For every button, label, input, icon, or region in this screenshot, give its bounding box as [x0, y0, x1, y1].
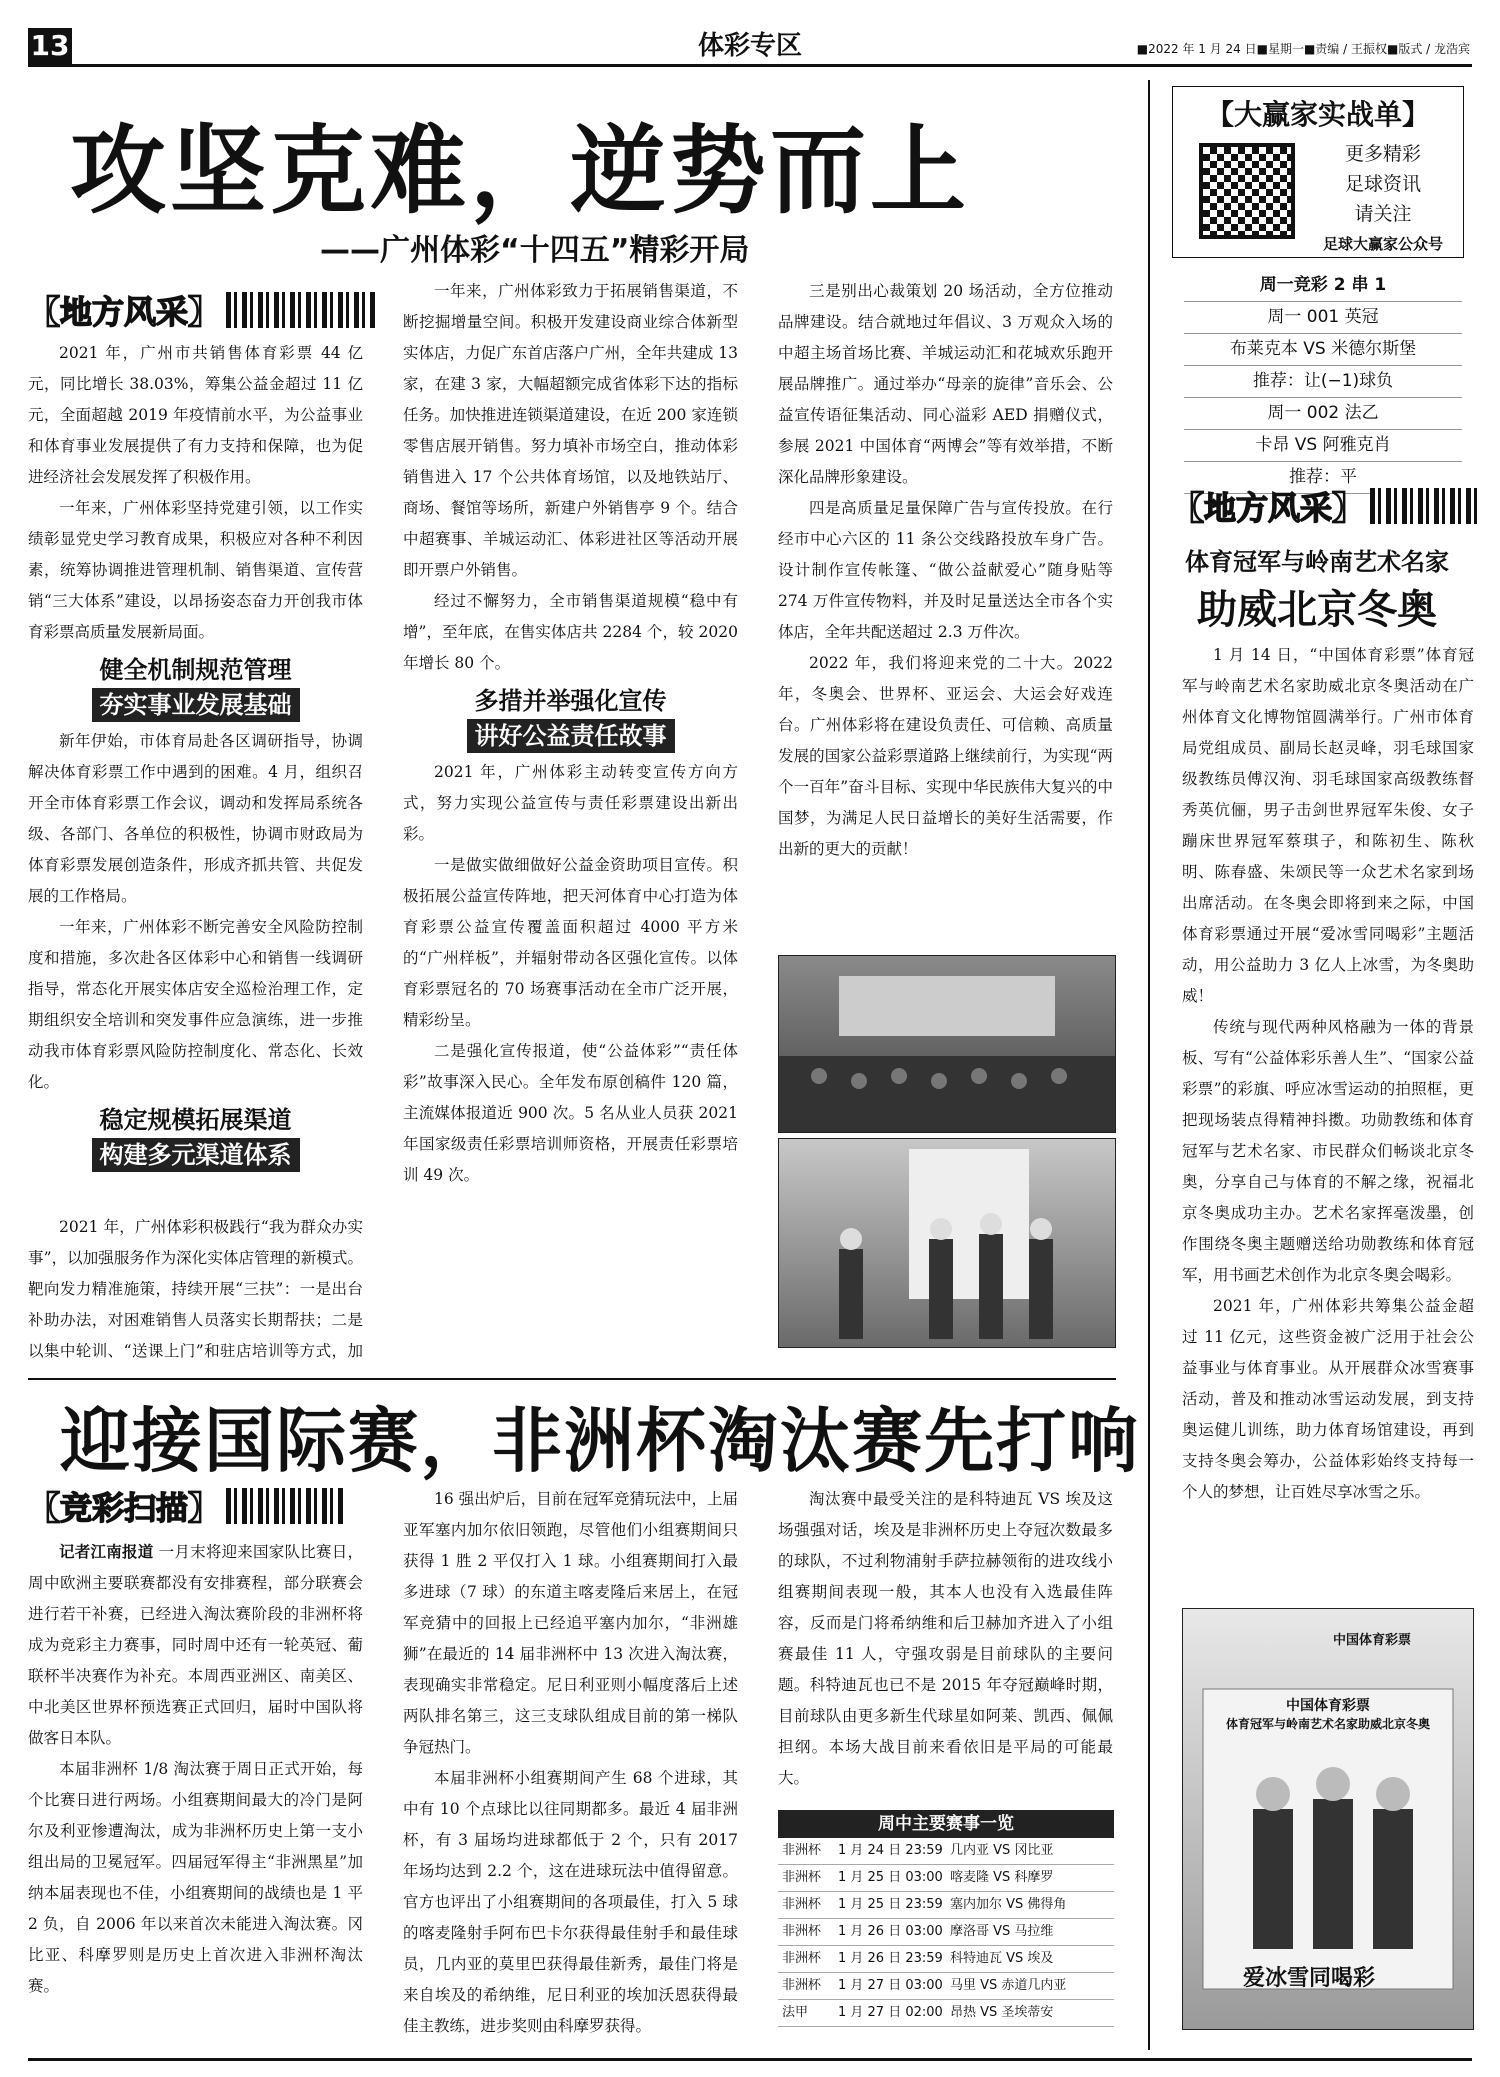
header-rule — [28, 64, 1472, 67]
section-title: 体彩专区 — [697, 31, 802, 61]
subheading-line1: 健全机制规范管理 — [99, 656, 292, 684]
league: 法甲 — [782, 2005, 809, 2020]
lottery-row: 推荐：平 — [1184, 462, 1462, 494]
article1-col1-bottom — [28, 1212, 363, 1372]
lottery-row: 周一竞彩 2 串 1 — [1184, 270, 1462, 302]
subheading-line2: 构建多元渠道体系 — [92, 1138, 300, 1172]
lottery-row: 推荐：让(−1)球负 — [1184, 366, 1462, 398]
qr-code-icon[interactable] — [1199, 143, 1295, 239]
match: 科特迪瓦 VS 埃及 — [950, 1951, 1054, 1966]
photo-sign-board1: 中国体育彩票 — [1286, 1698, 1370, 1714]
section-tag — [28, 288, 376, 332]
table-row — [778, 1865, 1114, 1892]
league: 非洲杯 — [782, 1870, 822, 1885]
issue-info: ■2022 年 1 月 24 日■星期一■责编 / 王振权■版式 / 龙浩宾 — [1136, 42, 1470, 56]
schedule-table — [778, 1810, 1114, 2027]
lottery-row: 卡昂 VS 阿雅克肖 — [1184, 430, 1462, 462]
paragraph: 四是高质量足量保障广告与宣传投放。在行经市中心六区的 11 条公交线路投放车身广告。设计制作宣传帐篷、“做公益献爱心”随身贴等 274 万件宣传物料，并及时足量送达全市各个实体店，全年共配送超过 2.3 万件次。 — [778, 499, 1113, 641]
table-row — [778, 1946, 1114, 1973]
photo-sign-board2: 体育冠军与岭南艺术名家助威北京冬奥 — [1225, 1717, 1430, 1731]
page-number: 13 — [28, 28, 72, 64]
article2-col1 — [28, 1536, 363, 2048]
paragraph: 1 月 14 日，“中国体育彩票”体育冠军与岭南艺术名家助威北京冬奥活动在广州体育文化博物馆圆满举行。广州市体育局党组成员、副局长赵灵峰，羽毛球国家级教练员傅汉洵、羽毛球国家高级教练督秀英伉俪，男子击剑世界冠军朱俊、女子蹦床世界冠军蔡琪子，和陈初生、陈秋明、陈春盛、朱颂民等一众艺术名家到场出席活动。在冬奥会即将到来之际，中国体育彩票通过开展“爱冰雪同喝彩”主题活动，用公益助力 3 亿人上冰雪，为冬奥助威！ — [1182, 646, 1474, 1005]
time: 1 月 27 日 02:00 — [838, 2005, 943, 2020]
photo-sign-brand: 中国体育彩票 — [1333, 1633, 1412, 1648]
paragraph: 经过不懈努力，全市销售渠道规模“稳中有增”，至年底，在售实体店共 2284 个，较 2020 年增长 80 个。 — [403, 592, 738, 672]
time: 1 月 25 日 03:00 — [838, 1870, 943, 1885]
paragraph: 传统与现代两种风格融为一体的背景板、写有“公益体彩乐善人生”、“国家公益彩票”的彩旗、呼应冰雪运动的拍照框，更把现场装点得精神抖擞。功勋教练和体育冠军与艺术名家、市民群众们畅谈北京冬奥，分享自己与体育的不解之缘，祝福北京冬奥成功主办。艺术名家挥毫泼墨，创作围绕冬奥主题赠送给功勋教练和体育冠军，用书画艺术创作为北京冬奥会喝彩。 — [1182, 1018, 1474, 1284]
tag-text: 【竞彩扫描】 — [28, 1489, 221, 1527]
barcode-decoration — [226, 292, 376, 328]
paragraph-text: 一月末将迎来国家队比赛日，周中欧洲主要联赛都没有安排赛程，部分联赛会进行若干补赛，已经进入淘汰赛阶段的非洲杯将成为竞彩主力赛事，同时周中还有一轮英冠、葡联杯半决赛作为补充。本周西亚洲区、南美区、中北美区世界杯预选赛正式回归，届时中国队将做客日本队。 — [28, 1543, 363, 1747]
event-photo-art — [779, 1139, 1115, 1347]
article1-col3 — [778, 276, 1113, 946]
league: 非洲杯 — [782, 1843, 822, 1858]
tag-text: 【地方风采】 — [28, 293, 221, 331]
table-row — [778, 1919, 1114, 1946]
subheading — [403, 683, 738, 755]
subheading — [28, 1102, 363, 1174]
subheading — [28, 652, 363, 724]
match: 昂热 VS 圣埃蒂安 — [950, 2005, 1054, 2020]
time: 1 月 24 日 23:59 — [838, 1843, 943, 1858]
league: 非洲杯 — [782, 1978, 822, 1993]
time: 1 月 26 日 23:59 — [838, 1951, 943, 1966]
schedule-title: 周中主要赛事一览 — [778, 1810, 1114, 1838]
paragraph: 一是做实做细做好公益金资助项目宣传。积极拓展公益宣传阵地，把天河体育中心打造为体育彩票公益宣传覆盖面积超过 4000 平方米的“广州样板”，并辐射带动各区强化宣传。以体育彩票冠名的 70 场赛事活动在全市广泛开展，精彩纷呈。 — [403, 856, 738, 1029]
paragraph: 16 强出炉后，目前在冠军竞猜玩法中，上届亚军塞内加尔依旧领跑，尽管他们小组赛期间只获得 1 胜 2 平仅打入 1 球。小组赛期间打入最多进球（7 球）的东道主喀麦隆后来居上，在冠军竞猜中的回报上已经追平塞内加尔，“非洲雄狮”在最近的 14 届非洲杯中 13 次进入淘汰赛，表现确实非常稳定。尼日利亚则小幅度落后上述两队排名第三，这三支球队组成目前的第一梯队争冠热门。 — [403, 1490, 738, 1756]
winter-olympics-photo — [1182, 1608, 1474, 2030]
qr-line: 更多精彩 — [1344, 143, 1421, 165]
league: 非洲杯 — [782, 1924, 822, 1939]
time: 1 月 27 日 03:00 — [838, 1978, 943, 1993]
lottery-row: 布莱克本 VS 米德尔斯堡 — [1184, 334, 1462, 366]
byline: 记者江南报道 — [59, 1542, 154, 1561]
article1-col2 — [403, 276, 738, 1376]
headline-africa-cup: 迎接国际赛，非洲杯淘汰赛先打响 — [60, 1400, 1140, 1482]
section-tag — [28, 1484, 346, 1528]
paragraph: 本届非洲杯小组赛期间产生 68 个进球，其中有 10 个点球比以往同期都多。最近 4 届非洲杯，有 3 届场均进球都低于 2 个，只有 2017 年场均达到 2.2 个，这在进球玩法中值得留意。官方也评出了小组赛期间的各项最佳，打入 5 球的喀麦隆射手阿布巴卡尔获得最佳射手和最佳球员，几内亚的莫里巴获得最佳新秀，最佳门将是来自埃及的希纳维，尼日利亚的埃加沃恩获得最佳主教练，进步奖则由科摩罗获得。 — [403, 1769, 738, 2035]
match: 摩洛哥 VS 马拉维 — [950, 1924, 1054, 1939]
tag-text: 【地方风采】 — [1172, 489, 1365, 527]
paragraph: 2021 年，广州市共销售体育彩票 44 亿元，同比增长 38.03%，筹集公益金超过 11 亿元，全面超越 2019 年疫情前水平，为公益事业和体育事业发展提供了有力支持和保障，也为促进经济社会发展发挥了积极作用。 — [28, 344, 363, 486]
event-photo — [778, 1138, 1116, 1348]
subheading-line1: 稳定规模拓展渠道 — [99, 1106, 292, 1134]
league: 非洲杯 — [782, 1951, 822, 1966]
table-row — [778, 1838, 1114, 1865]
qr-line: 请关注 — [1354, 203, 1412, 225]
paragraph: 一年来，广州体彩致力于拓展销售渠道，不断挖掘增量空间。积极开发建设商业综合体新型实体店，力促广东首店落户广州，全年共建成 13 家，在建 3 家，大幅超额完成省体彩下达的指标任务。加快推进连锁渠道建设，在近 200 家连锁零售店展开销售。努力填补市场空白，推动体彩销售进入 17 个公共体育场馆，以及地铁站厅、商场、餐馆等场所，新建户外销售亭 9 个。结合中超赛事、羊城运动汇、体彩进社区等活动开展即开票户外销售。 — [403, 282, 738, 579]
match: 塞内加尔 VS 佛得角 — [950, 1897, 1067, 1912]
qr-title: 【大赢家实战单】 — [1205, 98, 1430, 131]
paragraph: 一年来，广州体彩不断完善安全风险防控制度和措施，多次赴各区体彩中心和销售一线调研指导，常态化开展实体店安全巡检治理工作，定期组织安全培训和突发事件应急演练，进一步推动我市体育彩票风险防控制度化、常态化、长效化。 — [28, 918, 363, 1091]
qr-line: 足球大赢家公众号 — [1322, 235, 1443, 253]
section-tag — [1172, 484, 1480, 528]
barcode-decoration — [1370, 488, 1480, 524]
headline-main: 攻坚克难，逆势而上 — [70, 114, 970, 227]
paragraph: 三是别出心裁策划 20 场活动，全方位推动品牌建设。结合就地过年倡议、3 万观众入场的中超主场首场比赛、羊城运动汇和花城欢乐跑开展品牌推广。通过举办“母亲的旋律”音乐会、公益宣传语征集活动、同心溢彩 AED 捐赠仪式，参展 2021 中国体育“两博会”等有效举措，不断深化品牌形象建设。 — [778, 282, 1113, 486]
article1-col1 — [28, 338, 363, 1176]
time: 1 月 25 日 23:59 — [838, 1897, 943, 1912]
paragraph: 一年来，广州体彩坚持党建引领，以工作实绩彰显党史学习教育成果，积极应对各种不利因素，统筹协调推进管理机制、销售渠道、宣传营销“三大体系”建设，以昂扬姿态奋力开创我市体育彩票高质量发展新局面。 — [28, 499, 363, 641]
paragraph: 淘汰赛中最受关注的是科特迪瓦 VS 埃及这场强强对话，埃及是非洲杯历史上夺冠次数最多的球队，不过利物浦射手萨拉赫领衔的进攻线小组赛期间表现一般，其本人也没有入选最佳阵容，反而是门将希纳维和后卫赫加齐进入了小组赛最佳 11 人，守强攻弱是目前球队的主要问题。科特迪瓦也已不是 2015 年夺冠巅峰时期，目前球队由更多新生代球星如阿莱、凯西、佩佩担纲。本场大战目前来看依旧是平局的可能最大。 — [778, 1490, 1113, 1787]
paragraph: 新年伊始，市体育局赴各区调研指导，协调解决体育彩票工作中遇到的困难。4 月，组织召开全市体育彩票工作会议，调动和发挥局系统各级、各部门、各单位的积极性，协调市财政局为体育彩票发展创造条件，形成齐抓共管、共促发展的工作格局。 — [28, 732, 363, 905]
lottery-row: 周一 001 英冠 — [1184, 302, 1462, 334]
sidebar-article — [1182, 640, 1474, 1600]
meeting-photo — [778, 955, 1116, 1133]
qr-text — [1313, 139, 1453, 259]
paragraph: 2021 年，广州体彩主动转变宣传方向方式，努力实现公益宣传与责任彩票建设出新出彩。 — [403, 763, 738, 843]
match: 喀麦隆 VS 科摩罗 — [950, 1870, 1054, 1885]
headline-subtitle: ——广州体彩“十四五”精彩开局 — [320, 233, 750, 268]
paragraph: 2022 年，我们将迎来党的二十大。2022 年，冬奥会、世界杯、亚运会、大运会好戏连台。广州体彩将在建设负责任、可信赖、高质量发展的国家公益彩票道路上继续前行，为实现“两个一百年”奋斗目标、实现中华民族伟大复兴的中国梦，为满足人民日益增长的美好生活需要，作出新的更大的贡献！ — [778, 654, 1113, 858]
match: 马里 VS 赤道几内亚 — [950, 1978, 1067, 1993]
photo-slogan: 爱冰雪同喝彩 — [1243, 1965, 1376, 1991]
time: 1 月 26 日 03:00 — [838, 1924, 943, 1939]
footer-rule — [28, 2058, 1472, 2061]
article2-col3 — [778, 1484, 1113, 1804]
qr-line: 足球资讯 — [1344, 173, 1421, 195]
article-divider — [28, 1378, 1116, 1380]
lottery-recommend-list — [1184, 270, 1462, 494]
barcode-decoration — [226, 1488, 346, 1524]
lottery-row: 周一 002 法乙 — [1184, 398, 1462, 430]
qr-promo-box — [1172, 86, 1464, 258]
subheading-line2: 讲好公益责任故事 — [467, 719, 675, 753]
article2-col2 — [403, 1484, 738, 2048]
table-row — [778, 1973, 1114, 2000]
league: 非洲杯 — [782, 1897, 822, 1912]
table-row — [778, 1892, 1114, 1919]
sidebar-heading-2: 助威北京冬奥 — [1197, 587, 1437, 633]
table-row — [778, 2000, 1114, 2027]
paragraph — [28, 1536, 363, 1754]
match: 几内亚 VS 冈比亚 — [950, 1843, 1054, 1858]
paragraph: 二是强化宣传报道，使“公益体彩”“责任体彩”故事深入民心。全年发布原创稿件 120 篇，主流媒体报道近 900 次。5 名从业人员获 2021 年国家级责任彩票培训师资格，开展责任彩票培训 49 次。 — [403, 1042, 738, 1184]
meeting-photo-art — [779, 956, 1115, 1132]
sidebar-heading-1: 体育冠军与岭南艺术名家 — [1185, 548, 1449, 576]
column-divider — [1148, 80, 1150, 2050]
paragraph: 2021 年，广州体彩共筹集公益金超过 11 亿元，这些资金被广泛用于社会公益事业与体育事业。从开展群众冰雪赛事活动，普及和推动冰雪运动发展，到支持奥运健儿训练，助力体育场馆建设，再到支持冬奥会筹办，公益体彩始终支持每一个人的梦想，让百姓尽享冰雪之乐。 — [1182, 1297, 1474, 1501]
subheading-line1: 多措并举强化宣传 — [474, 687, 667, 715]
paragraph: 本届非洲杯 1/8 淘汰赛于周日正式开始，每个比赛日进行两场。小组赛期间最大的冷门是阿尔及利亚惨遭淘汰，成为非洲杯历史上第一支小组出局的卫冕冠军。四届冠军得主“非洲黑星”加纳本届表现也不佳，小组赛期间的战绩也是 1 平 2 负，自 2006 年以来首次未能进入淘汰赛。冈比亚、科摩罗则是历史上首次进入非洲杯淘汰赛。 — [28, 1760, 363, 1995]
subheading-line2: 夯实事业发展基础 — [92, 688, 300, 722]
paragraph: 2021 年，广州体彩积极践行“我为群众办实事”，以加强服务作为深化实体店管理的新模式。靶向发力精准施策，持续开展“三扶”：一是出台补助办法，对困难销售人员落实长期帮扶；二是以集中轮训、“送课上门”和驻店培训等方式，加 — [28, 1218, 363, 1360]
